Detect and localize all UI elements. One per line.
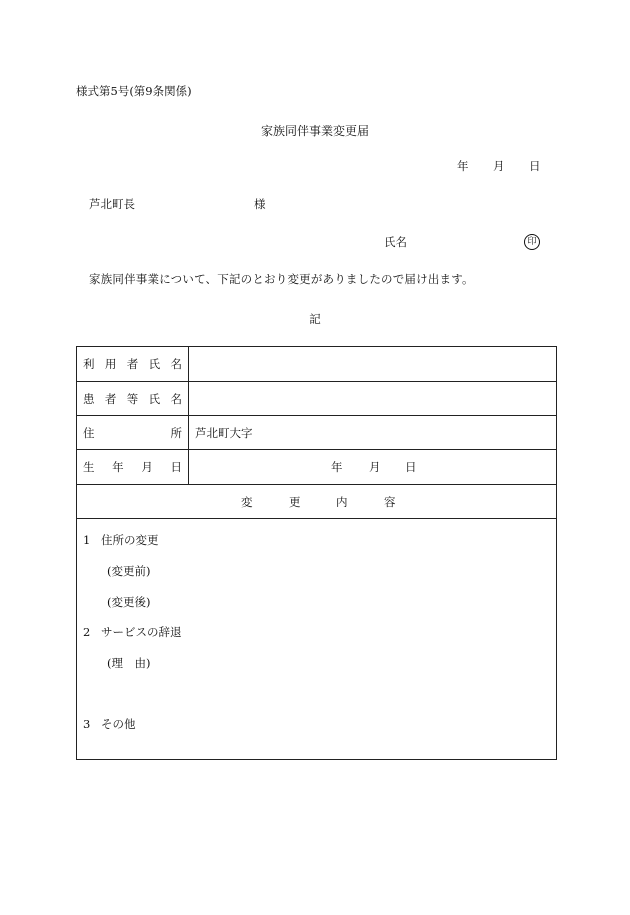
item-label: その他 [101, 717, 136, 731]
date-month-label: 月 [493, 159, 505, 173]
document-title: 家族同伴事業変更届 [260, 124, 369, 138]
label-char: 名 [170, 391, 182, 406]
date-year-label: 年 [457, 159, 469, 173]
change-details-header [77, 485, 556, 518]
before-change-label: (変更前) [107, 564, 151, 578]
seal-mark: 印 [524, 234, 540, 250]
item-number: 3 [83, 717, 91, 731]
header-char: 内 [336, 494, 348, 509]
label-char: 者 [126, 357, 139, 371]
patient-name-label [77, 382, 189, 415]
label-char: 者 [104, 391, 117, 406]
reason-label: (理 由) [107, 656, 151, 670]
label-char: 年 [112, 460, 124, 474]
label-char: 生 [83, 460, 95, 474]
label-char: 利 [83, 357, 95, 371]
header-char: 更 [289, 494, 301, 509]
item-label: サービスの辞退 [101, 625, 182, 639]
label-char: 名 [170, 357, 182, 371]
header-char: 変 [241, 494, 253, 509]
table-row-birthdate [77, 450, 556, 485]
user-name-field[interactable] [189, 347, 556, 381]
table-row-user-name [77, 347, 556, 382]
header-char: 容 [384, 494, 396, 509]
item-number: 1 [83, 533, 91, 547]
label-char: 用 [104, 357, 117, 371]
label-char: 氏 [148, 391, 161, 406]
honorific: 様 [254, 197, 266, 211]
ki-heading: 記 [309, 312, 321, 326]
item-other [83, 719, 136, 731]
address-label [77, 416, 189, 449]
label-char: 患 [83, 391, 95, 406]
birth-day-label: 日 [405, 460, 417, 474]
label-char: 等 [126, 391, 139, 406]
form-table [76, 346, 557, 760]
change-details-content[interactable] [77, 519, 556, 759]
item-service-withdrawal [83, 627, 182, 639]
label-char: 日 [170, 460, 182, 474]
table-row-patient-name [77, 382, 556, 416]
addressee: 芦北町長 [89, 197, 135, 211]
birthdate-field[interactable] [189, 450, 556, 484]
form-number: 様式第5号(第9条関係) [76, 84, 192, 98]
date-day-label: 日 [529, 159, 541, 173]
item-address-change [83, 535, 159, 547]
label-char: 住 [83, 425, 95, 440]
name-label: 氏名 [384, 235, 407, 249]
birth-year-label: 年 [331, 460, 343, 474]
label-char: 所 [170, 425, 182, 440]
user-name-label [77, 347, 189, 381]
birth-month-label: 月 [369, 460, 381, 474]
item-label: 住所の変更 [101, 533, 159, 547]
section-header-row [77, 485, 556, 519]
address-field[interactable]: 芦北町大字 [195, 425, 253, 440]
after-change-label: (変更後) [107, 595, 151, 609]
table-row-address [77, 416, 556, 450]
statement-text: 家族同伴事業について、下記のとおり変更がありましたので届け出ます。 [89, 272, 474, 286]
birthdate-label [77, 450, 189, 484]
label-char: 氏 [148, 357, 161, 371]
label-char: 月 [141, 460, 153, 474]
patient-name-field[interactable] [189, 382, 556, 415]
item-number: 2 [83, 625, 91, 639]
